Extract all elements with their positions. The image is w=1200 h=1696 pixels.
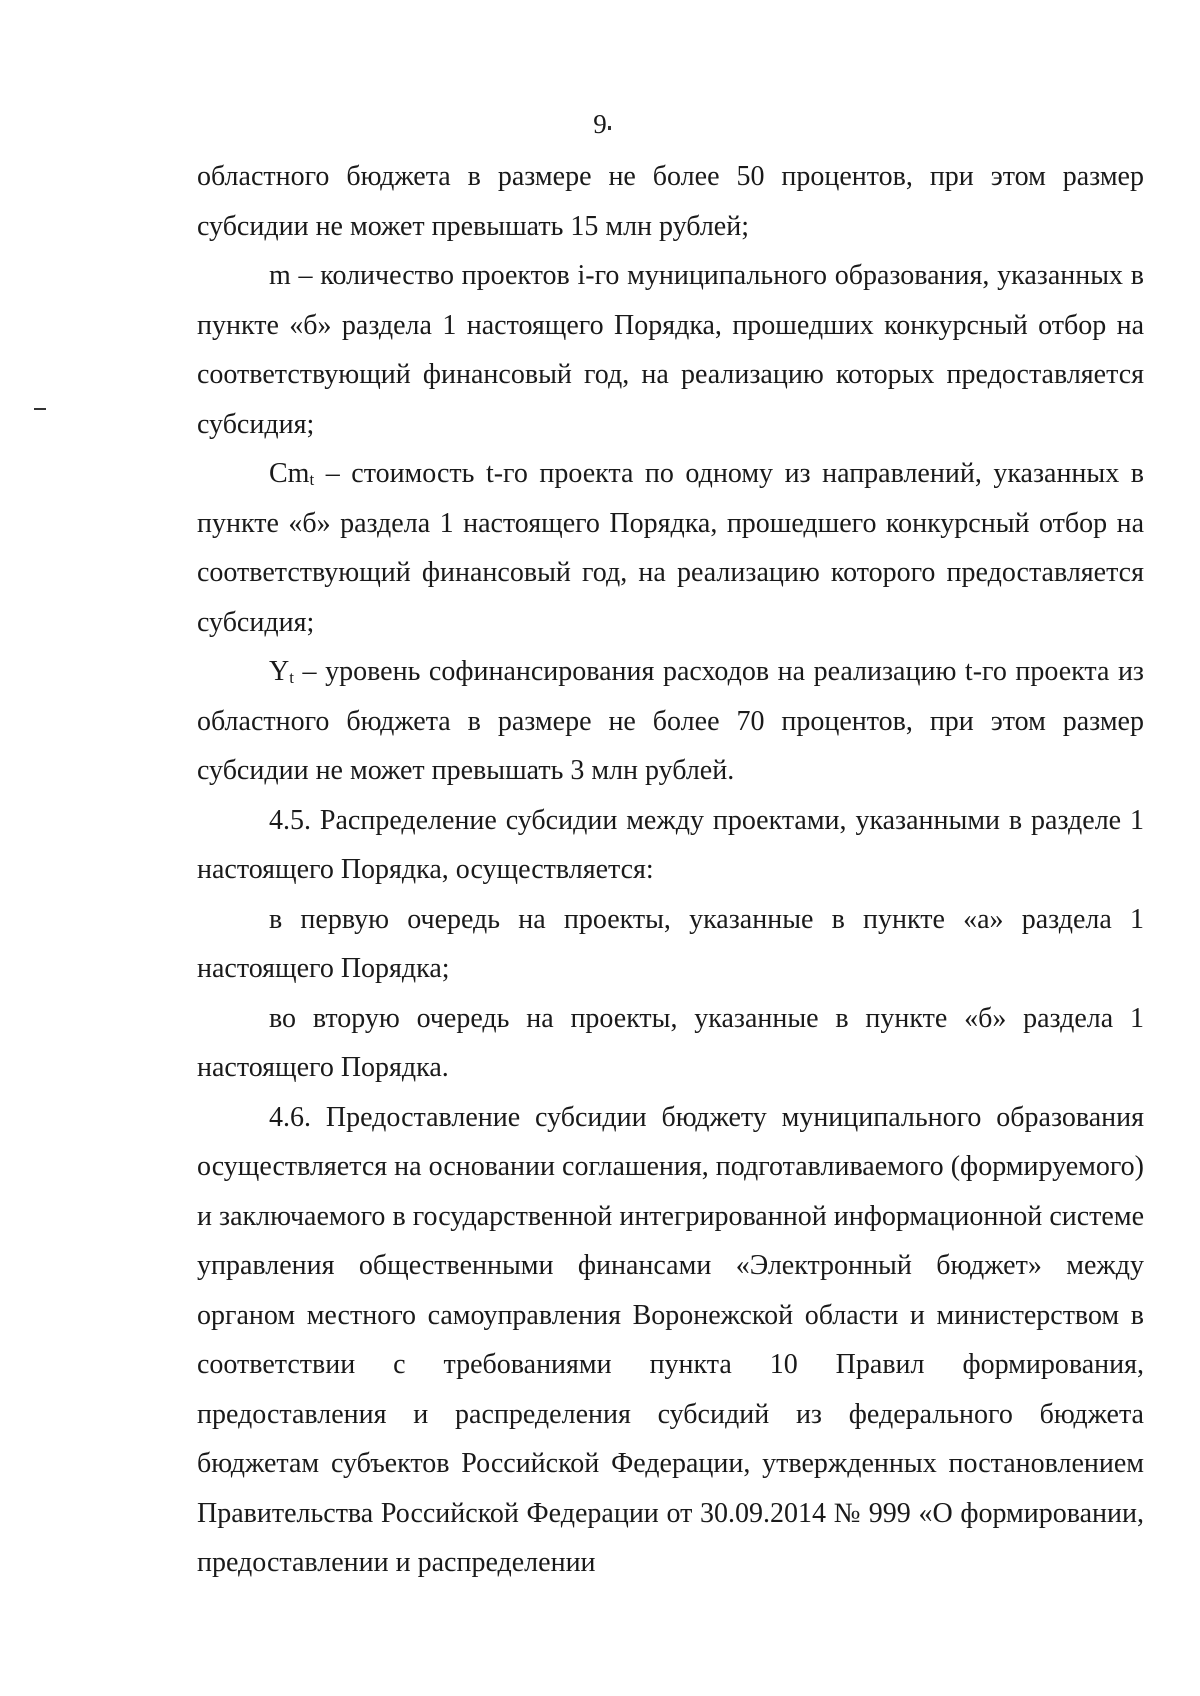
paragraph-section-4-6 [197,1093,1144,1588]
paragraph-y-definition [197,647,1144,796]
paragraph-text: областного бюджета в размере не более 50 процентов, при этом размер субсидии не может превышать 15 млн рублей; [197,161,1144,242]
paragraph-text: – уровень софинансирования расходов на реализацию t-го проекта из областного бюджета в размере не более 70 процентов, при этом размер субсидии не может превышать 3 млн рублей. [197,656,1144,786]
paragraph-text: m – количество проектов i-го муниципального образования, указанных в пункте «б» раздела 1 настоящего Порядка, прошедших конкурсный отбор на соответствующий финансовый год, на реализацию которых предоставляется субсидия; [197,260,1144,440]
paragraph-text: в первую очередь на проекты, указанные в пункте «а» раздела 1 настоящего Порядка; [197,903,1144,984]
paragraph-section-4-5 [197,796,1144,895]
page-number: 9 [593,109,607,139]
paragraph-budget-share-continuation [197,152,1144,251]
paragraph-cm-definition [197,449,1144,647]
formula-subscript: t [309,470,315,489]
formula-subscript: t [289,668,294,687]
document-body [197,152,1144,1588]
scan-speck [608,126,611,130]
paragraph-text: 4.6. Предоставление субсидии бюджету муниципального образования осуществляется на основании соглашения, подготавливаемого (формируемого) и заключаемого в государственной интегрированной информационной системе управления общественными финансами «Электронный бюджет» между органом местного самоуправления Воронежской области и министерством в соответствии с требованиями пункта 10 Правил формирования, предоставления и распределения субсидий из федерального бюджета бюджетам субъектов Российской Федерации, утвержденных постановлением Правительства Российской Федерации от 30.09.2014 № 999 «О формировании, предоставлении и распределении [197,1101,1144,1578]
scan-speck [34,408,46,410]
formula-symbol: Cm [269,458,310,489]
paragraph-text: – стоимость t-го проекта по одному из направлений, указанных в пункте «б» раздела 1 настоящего Порядка, прошедшего конкурсный отбор на соответствующий финансовый год, на реализацию которого предоставляется субсидия; [197,458,1144,638]
paragraph-first-priority [197,895,1144,994]
paragraph-m-definition [197,251,1144,449]
paragraph-second-priority [197,994,1144,1093]
paragraph-text: во вторую очередь на проекты, указанные в пункте «б» раздела 1 настоящего Порядка. [197,1002,1144,1083]
paragraph-text: 4.5. Распределение субсидии между проектами, указанными в разделе 1 настоящего Порядка, осуществляется: [197,804,1144,885]
formula-symbol: Y [269,656,290,687]
